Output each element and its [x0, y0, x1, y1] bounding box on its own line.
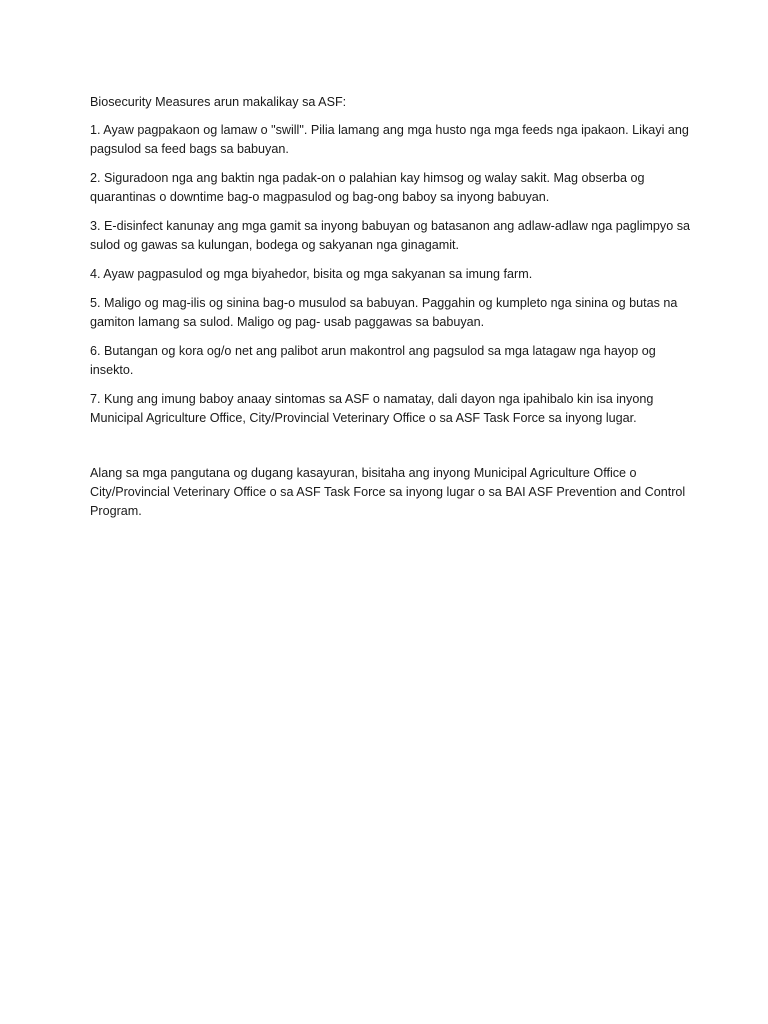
measure-item-3: 3. E-disinfect kanunay ang mga gamit sa inyong babuyan og batasanon ang adlaw-adlaw nga paglimpyo sa sulod og gawas sa kulungan, bodega og sakyanan nga ginagamit.: [90, 219, 690, 252]
measure-item-7: 7. Kung ang imung baboy anaay sintomas sa ASF o namatay, dali dayon nga ipahibalo kin isa inyong Municipal Agriculture Office, City/Provincial Veterinary Office o sa ASF Task Force sa inyong lugar.: [90, 392, 654, 425]
measure-item-4: 4. Ayaw pagpasulod og mga biyahedor, bisita og mga sakyanan sa imung farm.: [90, 267, 533, 281]
measure-item-2: 2. Siguradoon nga ang baktin nga padak-on o palahian kay himsog og walay sakit. Mag obserba og quarantinas o downtime bag-o magpasulod og bag-ong baboy sa inyong babuyan.: [90, 171, 645, 204]
document-heading: Biosecurity Measures arun makalikay sa ASF:: [90, 95, 347, 109]
measure-item-6: 6. Butangan og kora og/o net ang palibot arun makontrol ang pagsulod sa mga latagaw nga hayop og insekto.: [90, 344, 656, 377]
closing-paragraph: Alang sa mga pangutana og dugang kasayuran, bisitaha ang inyong Municipal Agriculture Office o City/Provincial Veterinary Office o sa ASF Task Force sa inyong lugar o sa BAI ASF Prevention and Control Program.: [90, 466, 686, 518]
measure-item-5: 5. Maligo og mag-ilis og sinina bag-o musulod sa babuyan. Paggahin og kumpleto nga sinina og butas na gamiton lamang sa sulod. Maligo og pag- usab paggawas sa babuyan.: [90, 296, 678, 329]
measure-item-1: 1. Ayaw pagpakaon og lamaw o "swill". Pilia lamang ang mga husto nga mga feeds nga ipakaon. Likayi ang pagsulod sa feed bags sa babuyan.: [90, 123, 689, 156]
document-body: [90, 93, 690, 531]
